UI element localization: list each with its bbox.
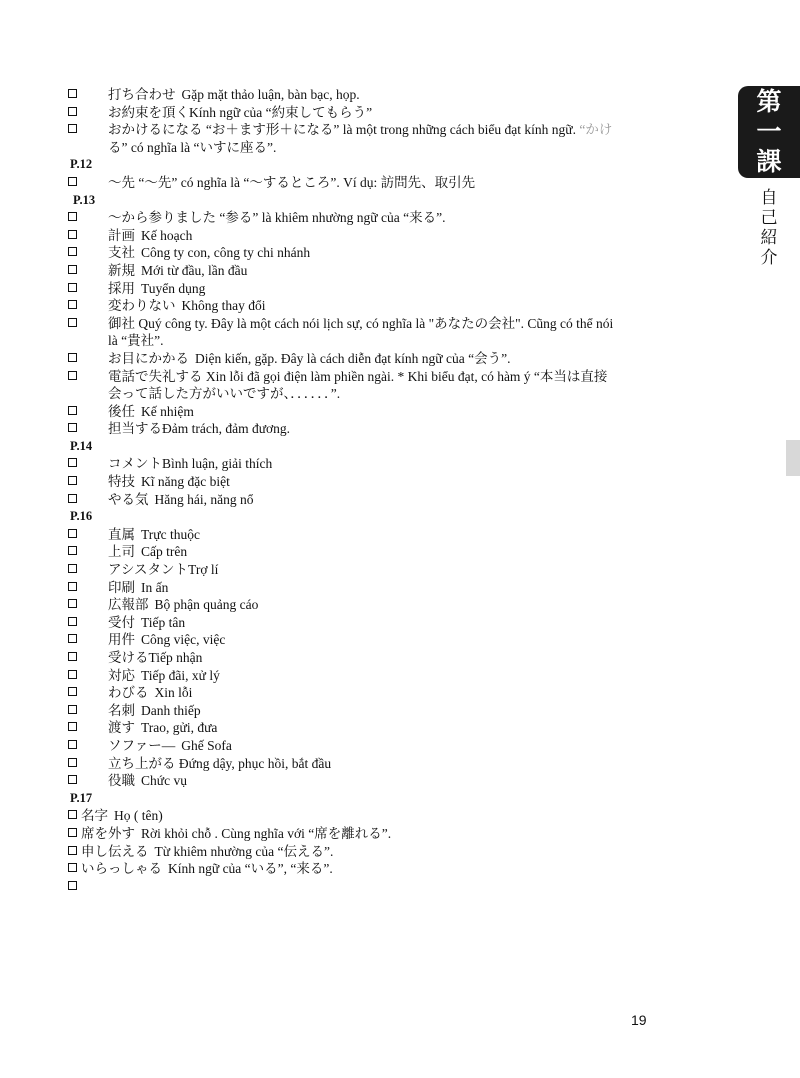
checkbox[interactable] [68,828,77,837]
checkbox[interactable] [68,546,77,555]
meaning: Trực thuộc [141,526,200,542]
meaning: Kĩ năng đặc biệt [141,474,230,490]
checkbox[interactable] [68,529,77,538]
term: 名刺 [108,702,135,718]
meaning-faded: “かけ [579,122,613,138]
meaning: 担当するĐảm trách, đảm đương. [108,421,291,437]
meaning: アシスタントTrợ lí [108,562,219,578]
meaning: Gặp mặt thảo luận, bàn bạc, họp. [181,87,360,102]
term: お目にかかる [108,350,189,366]
term: 支社 [108,245,135,261]
checkbox[interactable] [68,687,77,696]
term: 変わりない [108,298,176,314]
list-item [68,878,678,896]
meaning: Cấp trên [141,544,188,560]
list-item [68,561,678,579]
list-item [68,702,678,720]
chapter-sidebar [738,86,800,268]
list-item [68,667,678,685]
checkbox[interactable] [68,494,77,503]
list-item [68,368,678,403]
chapter-subtitle-char: 介 [760,248,778,268]
chapter-subtitle [738,188,800,268]
checkbox[interactable] [68,476,77,485]
checkbox[interactable] [68,300,77,309]
checkbox[interactable] [68,283,77,292]
list-item [68,491,678,509]
meaning: ～から参りました “参る” là khiêm nhường ngữ của “来る”. [108,210,446,226]
meaning: コメントBình luận, giải thích [108,456,273,472]
checkbox[interactable] [68,107,77,116]
meaning: Kính ngữ của “いる”, “来る”. [168,861,333,877]
chapter-tab [738,86,800,178]
section-heading: P.17 [70,790,93,805]
list-item [68,244,678,262]
checkbox[interactable] [68,212,77,221]
list-item [68,420,678,438]
meaning: 受けるTiếp nhận [108,650,203,665]
term: 名字 [81,808,108,824]
meaning: お約束を頂くKính ngữ của “約束してもらう” [108,104,373,120]
meaning: Không thay đổi [181,298,266,314]
checkbox[interactable] [68,406,77,415]
meaning: Tuyển dụng [141,280,206,296]
list-item [68,104,678,122]
meaning-cont: là “貴社”. [108,333,164,349]
list-item [68,455,678,473]
list-item [68,737,678,755]
term: 用件 [108,632,135,648]
meaning: Bộ phận quảng cáo [154,597,259,613]
list-item [68,121,678,156]
list-item [68,227,678,245]
meaning: Ghế Sofa [181,737,232,753]
term: 広報部 [108,597,149,613]
page-number: 19 [631,1012,647,1028]
meaning: Tiếp tân [141,614,186,630]
meaning: Danh thiếp [141,702,201,718]
checkbox[interactable] [68,89,77,98]
list-item [68,772,678,790]
list-item [68,755,678,773]
checkbox[interactable] [68,458,77,467]
checkbox[interactable] [68,740,77,749]
meaning: Trao, gửi, đưa [141,720,218,736]
chapter-subtitle-char: 紹 [760,228,778,248]
list-item [68,684,678,702]
list-item [68,631,678,649]
term: 受付 [108,614,135,630]
meaning: Rời khỏi chỗ . Cùng nghĩa với “席を離れる”. [141,825,392,841]
chapter-subtitle-char: 己 [760,208,778,228]
chapter-subtitle-char: 自 [760,188,778,208]
list-item [68,315,678,350]
term: 採用 [108,280,135,296]
meaning: Từ khiêm nhường của “伝える”. [154,843,334,859]
meaning: Quý công ty. Đây là một cách nói lịch sự, có nghĩa là "あなたの会社". Cũng có thể nói [138,315,614,331]
term: 渡す [108,720,135,736]
checkbox[interactable] [68,670,77,679]
list-item [68,843,678,861]
meaning: Kế hoạch [141,227,193,243]
term: 新規 [108,262,135,278]
term: ソファー— [108,737,176,753]
term: 印刷 [108,579,135,595]
checkbox[interactable] [68,353,77,362]
meaning: Hăng hái, năng nổ [154,491,254,507]
list-item [68,596,678,614]
term: 対応 [108,667,135,683]
meaning: Tiếp đãi, xử lý [141,667,220,683]
checkbox[interactable] [68,810,77,819]
chapter-tab-char: 課 [756,147,782,176]
list-item [68,262,678,280]
checkbox[interactable] [68,846,77,855]
meaning-cont: 会って話した方がいいですが、．．．．．．”. [108,386,341,402]
section-heading: P.13 [73,192,96,207]
vocabulary-list [68,86,678,895]
term: わびる [108,685,149,701]
section-heading: P.14 [70,438,93,453]
checkbox[interactable] [68,564,77,573]
checkbox[interactable] [68,652,77,661]
list-item [68,825,678,843]
meaning: 立ち上がる Đứng dậy, phục hồi, bắt đầu [108,755,332,771]
term: 後任 [108,403,135,419]
checkbox[interactable] [68,582,77,591]
meaning: Kế nhiệm [141,403,194,419]
term: 電話で失礼する [108,368,203,384]
list-item [68,719,678,737]
term: 申し伝える [81,843,149,859]
meaning: Công việc, việc [141,632,226,648]
list-item [68,174,678,192]
chapter-tab-char: 一 [756,117,782,146]
checkbox[interactable] [68,265,77,274]
meaning: Công ty con, công ty chi nhánh [141,245,311,261]
list-item [68,543,678,561]
meaning-cont: る” có nghĩa là “いすに座る”. [108,139,277,155]
checkbox[interactable] [68,177,77,186]
term: 直属 [108,526,135,542]
list-item [68,280,678,298]
meaning: Xin lỗi [154,685,193,701]
checkbox[interactable] [68,247,77,256]
checkbox[interactable] [68,124,77,133]
term: 計画 [108,227,135,243]
checkbox[interactable] [68,371,77,380]
checkbox[interactable] [68,758,77,767]
list-item [68,807,678,825]
term: やる気 [108,491,149,507]
meaning: ～先 “～先” có nghĩa là “～するところ”. Ví dụ: 訪問先、取引先 [108,174,476,190]
term: 席を外す [81,825,135,841]
meaning: In ấn [141,579,169,595]
checkbox[interactable] [68,318,77,327]
checkbox[interactable] [68,230,77,239]
section-heading: P.12 [70,157,93,172]
list-item [68,526,678,544]
list-item [68,209,678,227]
meaning: おかけるになる “お＋ます形＋になる” là một trong những cách biểu đạt kính ngữ. [108,122,580,138]
list-item [68,614,678,632]
checkbox[interactable] [68,705,77,714]
list-item [68,86,678,104]
checkbox[interactable] [68,881,77,890]
checkbox[interactable] [68,722,77,731]
term: いらっしゃる [81,861,162,877]
meaning: Mới từ đầu, lần đầu [141,262,248,278]
list-item [68,350,678,368]
checkbox[interactable] [68,634,77,643]
term: 役職 [108,773,135,789]
term: 特技 [108,474,135,490]
list-item [68,403,678,421]
section-heading: P.16 [70,509,93,524]
list-item [68,579,678,597]
checkbox[interactable] [68,617,77,626]
list-item [68,473,678,491]
list-item [68,860,678,878]
checkbox[interactable] [68,863,77,872]
term: 上司 [108,544,135,560]
list-item [68,297,678,315]
meaning: Họ ( tên) [114,808,163,824]
meaning: Chức vụ [141,773,187,789]
term: 御社 [108,315,135,331]
meaning: Xin lỗi đã gọi điện làm phiền ngài. * Khi biểu đạt, có hàm ý “本当は直接 [205,368,608,384]
checkbox[interactable] [68,423,77,432]
meaning: Diện kiến, gặp. Đây là cách diễn đạt kính ngữ của “会う”. [195,350,511,366]
checkbox[interactable] [68,599,77,608]
checkbox[interactable] [68,775,77,784]
page-edge-mark [786,440,800,476]
list-item [68,649,678,667]
term: 打ち合わせ [108,87,176,102]
chapter-tab-char: 第 [756,87,782,116]
